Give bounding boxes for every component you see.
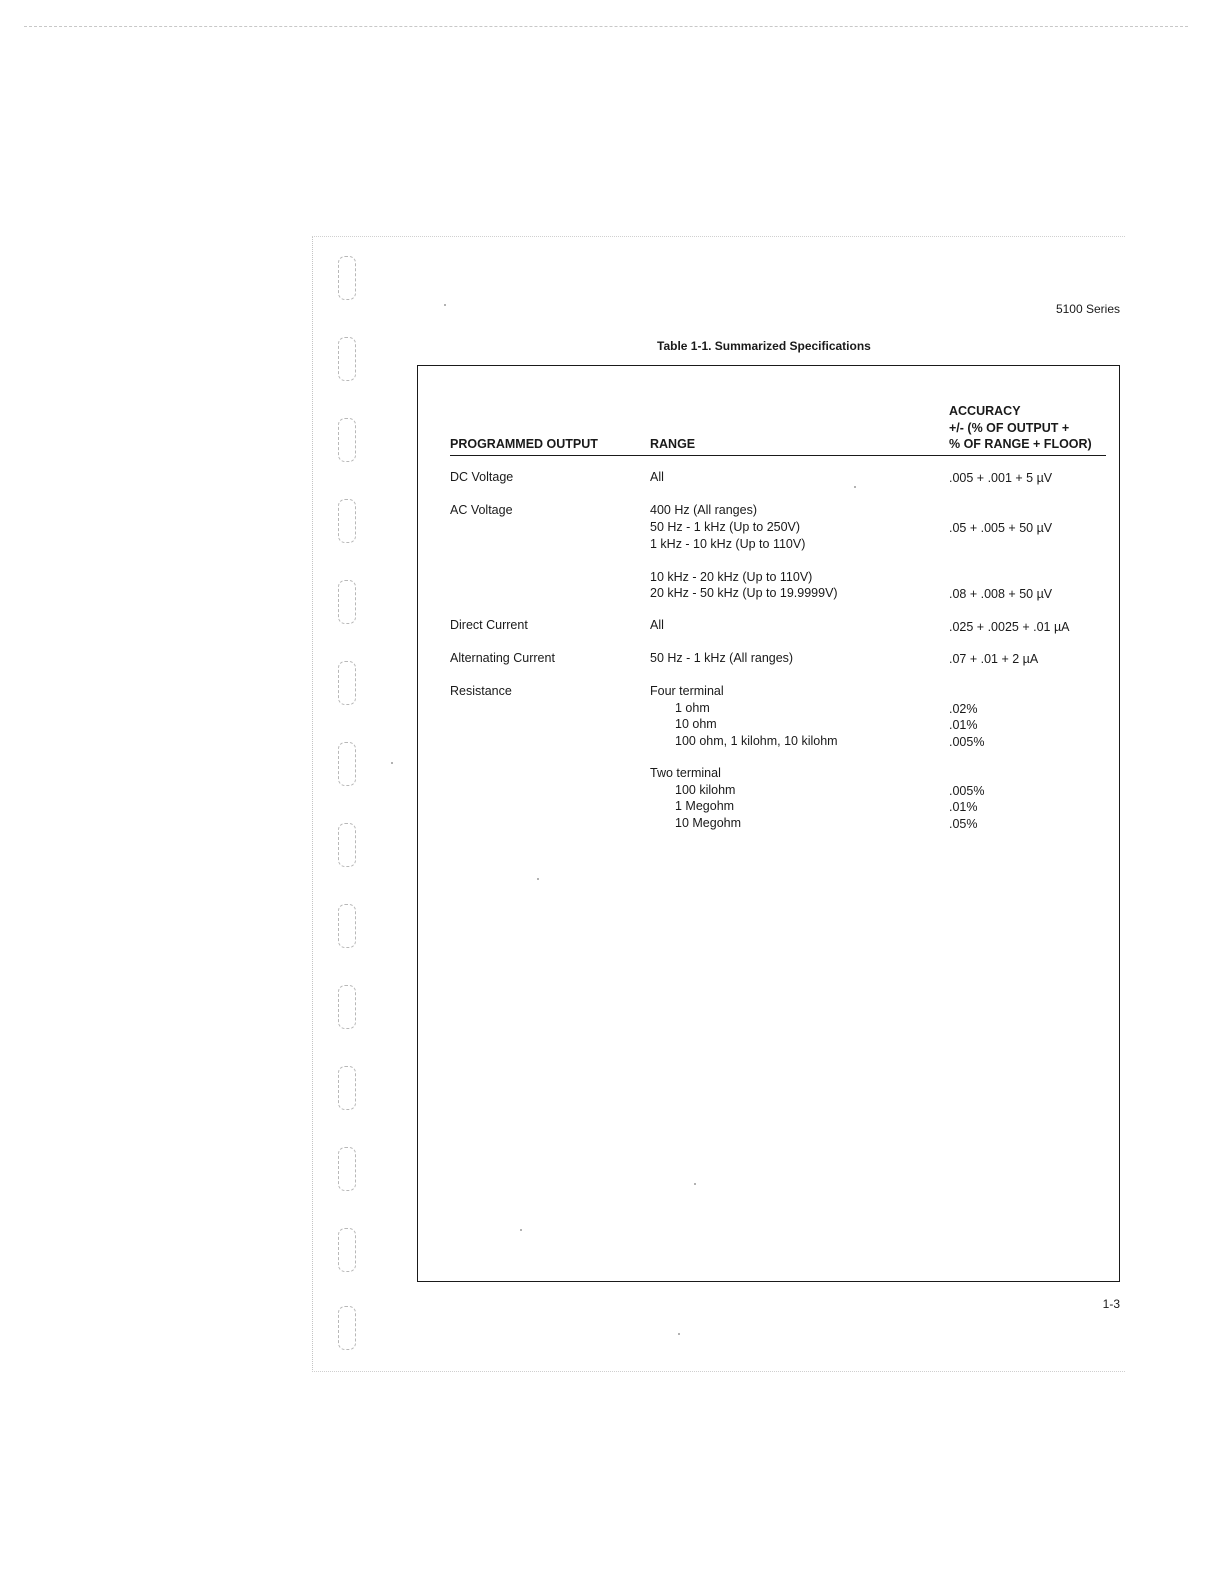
accuracy-1-megohm: .01% [949, 800, 978, 814]
accuracy-1-ohm: .02% [949, 702, 978, 716]
range-ac-voltage-1: 400 Hz (All ranges) [650, 503, 757, 517]
range-ac-voltage-5: 20 kHz - 50 kHz (Up to 19.9999V) [650, 586, 838, 600]
binder-hole-icon [338, 418, 356, 462]
range-1-ohm: 1 ohm [675, 701, 710, 715]
scan-speck [444, 304, 446, 306]
binder-holes [336, 256, 360, 1356]
range-dc-voltage: All [650, 470, 664, 484]
accuracy-10-megohm: .05% [949, 817, 978, 831]
binder-hole-icon [338, 337, 356, 381]
binder-hole-icon [338, 256, 356, 300]
output-direct-current: Direct Current [450, 618, 528, 632]
accuracy-100-kilohm: .005% [949, 784, 985, 798]
header-divider [450, 455, 1106, 456]
accuracy-dc-voltage: .005 + .001 + 5 µV [949, 471, 1053, 485]
range-ac-voltage-2: 50 Hz - 1 kHz (Up to 250V) [650, 520, 801, 534]
column-header-range: RANGE [650, 437, 696, 451]
accuracy-10-ohm: .01% [949, 718, 978, 732]
column-header-programmed-output: PROGRAMMED OUTPUT [450, 437, 598, 451]
binder-hole-icon [338, 1066, 356, 1110]
series-label: 5100 Series [1055, 302, 1120, 316]
range-10-megohm: 10 Megohm [675, 816, 742, 830]
binder-hole-icon [338, 1228, 356, 1272]
binder-hole-icon [338, 661, 356, 705]
accuracy-ac-voltage-2: .08 + .008 + 50 µV [949, 587, 1053, 601]
range-alternating-current: 50 Hz - 1 kHz (All ranges) [650, 651, 794, 665]
binder-hole-icon [338, 499, 356, 543]
range-10-ohm: 10 ohm [675, 717, 717, 731]
output-ac-voltage: AC Voltage [450, 503, 513, 517]
scan-top-rule [24, 26, 1188, 27]
specifications-table [417, 365, 1120, 1282]
range-ac-voltage-3: 1 kHz - 10 kHz (Up to 110V) [650, 537, 806, 551]
accuracy-alternating-current: .07 + .01 + 2 µA [949, 652, 1039, 666]
binder-hole-icon [338, 904, 356, 948]
page-number: 1-3 [1102, 1297, 1120, 1311]
binder-hole-icon [338, 1147, 356, 1191]
binder-hole-icon [338, 580, 356, 624]
column-header-accuracy: ACCURACY +/- (% OF OUTPUT + % OF RANGE + FLOOR) [949, 404, 1092, 451]
range-1-megohm: 1 Megohm [675, 799, 735, 813]
range-direct-current: All [650, 618, 664, 632]
range-two-terminal: Two terminal [650, 766, 721, 780]
output-resistance: Resistance [450, 684, 512, 698]
output-alternating-current: Alternating Current [450, 651, 555, 665]
scan-speck [854, 486, 856, 488]
accuracy-ac-voltage-1: .05 + .005 + 50 µV [949, 521, 1053, 535]
scan-speck [537, 878, 539, 880]
table-title: Table 1-1. Summarized Specifications [657, 339, 871, 353]
scan-speck [391, 762, 393, 764]
binder-hole-icon [338, 1306, 356, 1350]
output-dc-voltage: DC Voltage [450, 470, 514, 484]
range-100-kilohm: 100 kilohm [675, 783, 736, 797]
range-100-ohm: 100 ohm, 1 kilohm, 10 kilohm [675, 734, 838, 748]
scan-speck [520, 1229, 522, 1231]
scan-speck [694, 1183, 696, 1185]
range-four-terminal: Four terminal [650, 684, 724, 698]
binder-hole-icon [338, 823, 356, 867]
accuracy-100-ohm: .005% [949, 735, 985, 749]
range-ac-voltage-4: 10 kHz - 20 kHz (Up to 110V) [650, 570, 813, 584]
accuracy-direct-current: .025 + .0025 + .01 µA [949, 620, 1070, 634]
scan-speck [678, 1333, 680, 1335]
binder-hole-icon [338, 742, 356, 786]
binder-hole-icon [338, 985, 356, 1029]
